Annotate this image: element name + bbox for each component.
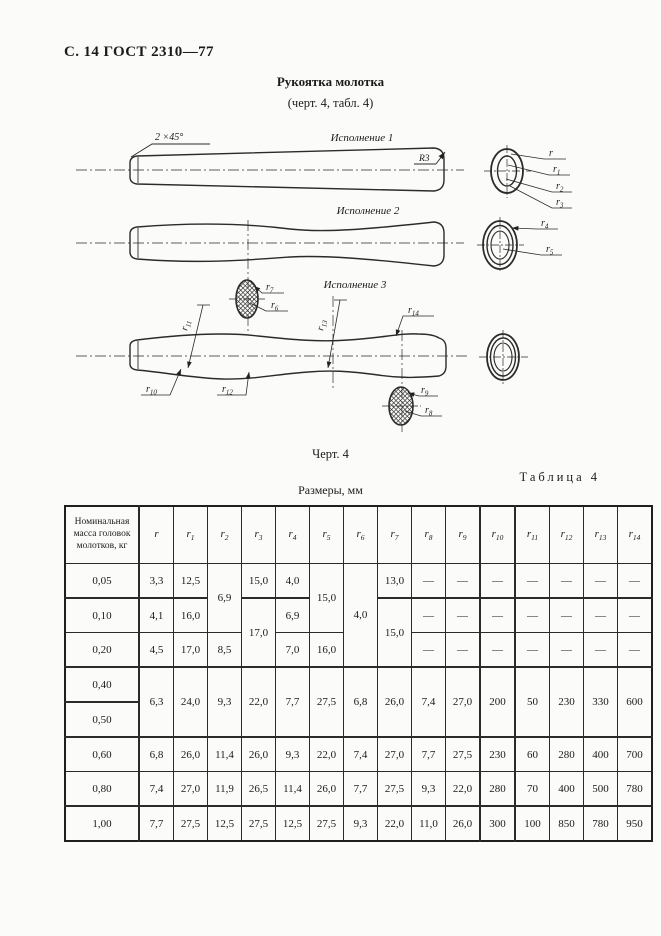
value-cell: 4,1 xyxy=(139,598,174,633)
value-cell: 100 xyxy=(515,806,550,841)
value-cell: 27,5 xyxy=(446,737,481,772)
value-cell: 7,4 xyxy=(139,772,174,807)
col-header-r9: $r_9$ xyxy=(446,506,481,564)
hatched-section-r6-r7 xyxy=(229,280,288,318)
value-cell: 60 xyxy=(515,737,550,772)
cross-section-2 xyxy=(477,217,562,273)
value-cell: 24,0 xyxy=(174,667,208,737)
value-cell: 400 xyxy=(584,737,618,772)
label-r4: $r_4$ xyxy=(541,218,549,231)
value-cell: 70 xyxy=(515,772,550,807)
value-cell: 7,7 xyxy=(276,667,310,737)
value-cell: 780 xyxy=(584,806,618,841)
col-header-r6: $r_6$ xyxy=(344,506,378,564)
value-cell: 7,4 xyxy=(412,667,446,737)
value-cell: 6,9 xyxy=(276,598,310,633)
table-units: Размеры, мм xyxy=(298,483,363,497)
value-cell: 11,9 xyxy=(208,772,242,807)
value-cell: 26,0 xyxy=(174,737,208,772)
mass-cell: 0,05 xyxy=(65,564,139,599)
value-cell: 7,4 xyxy=(344,737,378,772)
value-cell: 27,0 xyxy=(446,667,481,737)
variant-2-label: Исполнение 2 xyxy=(336,205,400,217)
value-cell: 9,3 xyxy=(208,667,242,737)
label-r: r xyxy=(549,148,553,159)
value-cell: — xyxy=(515,633,550,668)
col-header-mass: Номинальная масса головок молотков, кг xyxy=(65,506,139,564)
value-cell: 27,0 xyxy=(378,737,412,772)
doc-title: Рукоятка молотка xyxy=(276,74,385,89)
value-cell: 11,4 xyxy=(208,737,242,772)
value-cell: — xyxy=(515,564,550,599)
col-header-r7: $r_7$ xyxy=(378,506,412,564)
value-cell: 50 xyxy=(515,667,550,737)
label-r10: $r_{10}$ xyxy=(146,384,157,397)
value-cell: — xyxy=(480,564,515,599)
value-cell: 7,7 xyxy=(139,806,174,841)
value-cell: 26,0 xyxy=(310,772,344,807)
value-cell: — xyxy=(412,564,446,599)
value-cell: — xyxy=(446,633,481,668)
label-r5: $r_5$ xyxy=(546,244,554,257)
label-r14: $r_{14}$ xyxy=(408,305,419,318)
value-cell: — xyxy=(550,598,584,633)
value-cell: 6,9 xyxy=(208,564,242,633)
value-cell: — xyxy=(480,633,515,668)
variant-2-drawing xyxy=(76,205,464,332)
value-cell: 280 xyxy=(550,737,584,772)
value-cell: — xyxy=(550,633,584,668)
value-cell: 6,3 xyxy=(139,667,174,737)
value-cell: 22,0 xyxy=(242,667,276,737)
value-cell: 6,8 xyxy=(139,737,174,772)
value-cell: 12,5 xyxy=(276,806,310,841)
value-cell: 17,0 xyxy=(174,633,208,668)
handle-1-outline xyxy=(130,148,444,191)
value-cell: — xyxy=(618,564,653,599)
variant-1-drawing xyxy=(76,132,464,191)
value-cell: 15,0 xyxy=(242,564,276,599)
value-cell: 27,5 xyxy=(242,806,276,841)
label-r13: $r_{13}$ xyxy=(315,319,330,332)
col-header-r2: $r_2$ xyxy=(208,506,242,564)
col-header-r3: $r_3$ xyxy=(242,506,276,564)
dimensions-table xyxy=(64,505,653,842)
mass-cell: 0,60 xyxy=(65,737,139,772)
value-cell: 17,0 xyxy=(242,598,276,667)
variant-3-label: Исполнение 3 xyxy=(323,279,387,291)
variant-1-label: Исполнение 1 xyxy=(330,132,394,144)
col-header-r5: $r_5$ xyxy=(310,506,344,564)
figure-caption: Черт. 4 xyxy=(312,447,349,461)
value-cell: 780 xyxy=(618,772,653,807)
label-r7: $r_7$ xyxy=(266,282,274,295)
value-cell: 26,5 xyxy=(242,772,276,807)
value-cell: — xyxy=(446,564,481,599)
value-cell: 27,5 xyxy=(174,806,208,841)
page-header: С. 14 ГОСТ 2310—77 xyxy=(64,44,214,60)
value-cell: 11,0 xyxy=(412,806,446,841)
value-cell: 600 xyxy=(618,667,653,737)
value-cell: 200 xyxy=(480,667,515,737)
cross-section-3 xyxy=(479,330,528,385)
label-r8: $r_8$ xyxy=(425,405,433,418)
hammer-handle-figure xyxy=(0,112,661,444)
table-row xyxy=(65,806,652,841)
value-cell: 15,0 xyxy=(378,598,412,667)
table-header-row xyxy=(65,506,652,564)
value-cell: — xyxy=(480,598,515,633)
label-r12: $r_{12}$ xyxy=(222,384,233,397)
value-cell: — xyxy=(584,633,618,668)
value-cell: 400 xyxy=(550,772,584,807)
value-cell: 280 xyxy=(480,772,515,807)
value-cell: — xyxy=(412,598,446,633)
value-cell: 9,3 xyxy=(276,737,310,772)
value-cell: 26,0 xyxy=(378,667,412,737)
col-header-r13: $r_{13}$ xyxy=(584,506,618,564)
value-cell: 300 xyxy=(480,806,515,841)
value-cell: 4,5 xyxy=(139,633,174,668)
hatched-section-r8-r9 xyxy=(382,385,442,425)
label-r2: $r_2$ xyxy=(556,181,564,194)
radius-r3-label: R3 xyxy=(419,154,430,164)
value-cell: 11,4 xyxy=(276,772,310,807)
value-cell: 230 xyxy=(480,737,515,772)
col-header-r: r xyxy=(139,506,174,564)
col-header-r14: $r_{14}$ xyxy=(618,506,653,564)
col-header-r8: $r_8$ xyxy=(412,506,446,564)
value-cell: 12,5 xyxy=(174,564,208,599)
value-cell: 16,0 xyxy=(310,633,344,668)
value-cell: 8,5 xyxy=(208,633,242,668)
value-cell: 22,0 xyxy=(378,806,412,841)
label-r3: $r_3$ xyxy=(556,197,564,210)
value-cell: 13,0 xyxy=(378,564,412,599)
value-cell: 9,3 xyxy=(412,772,446,807)
value-cell: — xyxy=(584,564,618,599)
table-title: Таблица 4 xyxy=(519,470,600,484)
label-r11: $r_{11}$ xyxy=(179,320,194,332)
value-cell: 9,3 xyxy=(344,806,378,841)
table-row xyxy=(65,772,652,807)
label-r9: $r_9$ xyxy=(421,385,429,398)
label-r1: $r_1$ xyxy=(553,164,561,177)
cross-section-1 xyxy=(484,145,572,210)
value-cell: 26,0 xyxy=(446,806,481,841)
doc-subtitle: (черт. 4, табл. 4) xyxy=(287,96,374,110)
handle-2-outline xyxy=(130,222,444,266)
mass-cell: 0,20 xyxy=(65,633,139,668)
value-cell: 15,0 xyxy=(310,564,344,633)
value-cell: 330 xyxy=(584,667,618,737)
col-header-r11: $r_{11}$ xyxy=(515,506,550,564)
value-cell: 7,7 xyxy=(344,772,378,807)
value-cell: 22,0 xyxy=(446,772,481,807)
chamfer-label: 2 ×45° xyxy=(155,132,184,143)
value-cell: 850 xyxy=(550,806,584,841)
mass-cell: 0,10 xyxy=(65,598,139,633)
value-cell: 500 xyxy=(584,772,618,807)
mass-cell: 0,80 xyxy=(65,772,139,807)
value-cell: 27,0 xyxy=(174,772,208,807)
mass-cell: 0,40 xyxy=(65,667,139,702)
value-cell: — xyxy=(446,598,481,633)
value-cell: — xyxy=(618,633,653,668)
mass-cell: 1,00 xyxy=(65,806,139,841)
value-cell: — xyxy=(412,633,446,668)
value-cell: 27,5 xyxy=(378,772,412,807)
col-header-r10: $r_{10}$ xyxy=(480,506,515,564)
value-cell: 7,7 xyxy=(412,737,446,772)
value-cell: 4,0 xyxy=(344,564,378,668)
table-row xyxy=(65,564,652,599)
value-cell: — xyxy=(515,598,550,633)
value-cell: 700 xyxy=(618,737,653,772)
value-cell: 16,0 xyxy=(174,598,208,633)
label-r6: $r_6$ xyxy=(271,300,279,313)
table-row xyxy=(65,667,652,702)
table-row xyxy=(65,737,652,772)
value-cell: 7,0 xyxy=(276,633,310,668)
value-cell: 4,0 xyxy=(276,564,310,599)
col-header-r1: $r_1$ xyxy=(174,506,208,564)
mass-cell: 0,50 xyxy=(65,702,139,737)
handle-3-outline xyxy=(130,334,446,379)
value-cell: 27,5 xyxy=(310,667,344,737)
value-cell: 22,0 xyxy=(310,737,344,772)
value-cell: 950 xyxy=(618,806,653,841)
value-cell: 12,5 xyxy=(208,806,242,841)
value-cell: 3,3 xyxy=(139,564,174,599)
value-cell: 26,0 xyxy=(242,737,276,772)
value-cell: 27,5 xyxy=(310,806,344,841)
value-cell: — xyxy=(618,598,653,633)
col-header-r12: $r_{12}$ xyxy=(550,506,584,564)
value-cell: — xyxy=(550,564,584,599)
value-cell: 230 xyxy=(550,667,584,737)
col-header-r4: $r_4$ xyxy=(276,506,310,564)
value-cell: — xyxy=(584,598,618,633)
value-cell: 6,8 xyxy=(344,667,378,737)
